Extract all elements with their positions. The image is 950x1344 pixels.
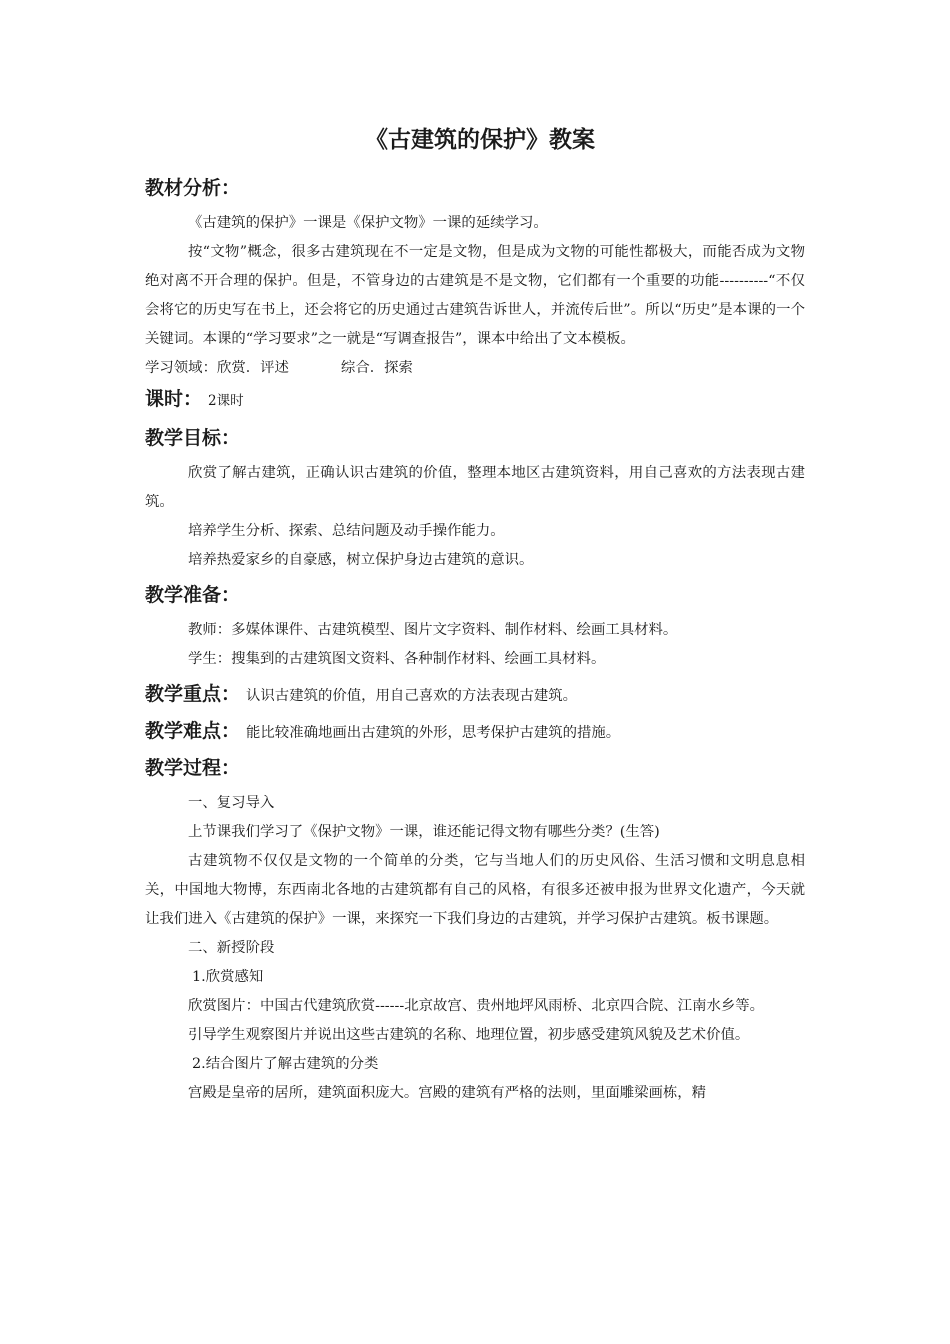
key-points-value: 认识古建筑的价值，用自己喜欢的方法表现古建筑。 bbox=[246, 688, 578, 704]
prep-item-teacher: 教师：多媒体课件、古建筑模型、图片文字资料、制作材料、绘画工具材料。 bbox=[188, 622, 678, 638]
process-heading: 教学过程： bbox=[145, 757, 241, 779]
learning-domain-row bbox=[145, 354, 805, 383]
learning-domain-label: 学习领域：欣赏．评述 bbox=[145, 360, 289, 376]
document-title: 《古建筑的保护》教案 bbox=[365, 127, 595, 153]
goal-item-3: 培养热爱家乡的自豪感，树立保护身边古建筑的意识。 bbox=[188, 552, 534, 568]
goals-heading: 教学目标： bbox=[145, 427, 241, 449]
process-sub-1-paragraph-1: 欣赏图片：中国古代建筑欣赏------北京故宫、贵州地坪风雨桥、北京四合院、江南水乡等。 bbox=[188, 998, 765, 1014]
hours-heading-row bbox=[145, 383, 805, 416]
process-sub-2-paragraph-1: 宫殿是皇帝的居所，建筑面积庞大。宫殿的建筑有严格的法则，里面雕梁画栋，精 bbox=[188, 1085, 707, 1101]
hours-value: 2课时 bbox=[208, 393, 244, 409]
process-step-1-title: 一、复习导入 bbox=[188, 795, 275, 811]
difficulty-row bbox=[145, 715, 805, 748]
goal-item-1: 欣赏了解古建筑，正确认识古建筑的价值，整理本地区古建筑资料，用自己喜欢的方法表现古建筑。 bbox=[145, 465, 805, 510]
analysis-paragraph-2: 按“文物”概念，很多古建筑现在不一定是文物，但是成为文物的可能性都极大，而能否成为文物绝对离不开合理的保护。但是，不管身边的古建筑是不是文物，它们都有一个重要的功能----------“不仅会将它的历史写在书上，还会将它的历史通过古建筑告诉世人，并流传后世”。所以“历史”是本课的一个关键词。本课的“学习要求”之一就是“写调查报告”，课本中给出了文本模板。 bbox=[145, 244, 805, 347]
process-sub-1-paragraph-2: 引导学生观察图片并说出这些古建筑的名称、地理位置，初步感受建筑风貌及艺术价值。 bbox=[188, 1027, 750, 1043]
document-page bbox=[145, 122, 805, 1108]
process-sub-2-title: 2.结合图片了解古建筑的分类 bbox=[192, 1056, 379, 1072]
goal-item-2: 培养学生分析、探索、总结问题及动手操作能力。 bbox=[188, 523, 505, 539]
learning-domain-value: 综合．探索 bbox=[340, 360, 413, 376]
key-points-heading: 教学重点： bbox=[145, 683, 241, 705]
prep-item-student: 学生：搜集到的古建筑图文资料、各种制作材料、绘画工具材料。 bbox=[188, 651, 606, 667]
difficulty-heading: 教学难点： bbox=[145, 720, 241, 742]
process-step-2-title: 二、新授阶段 bbox=[188, 940, 275, 956]
analysis-paragraph-1: 《古建筑的保护》一课是《保护文物》一课的延续学习。 bbox=[188, 215, 548, 231]
difficulty-value: 能比较准确地画出古建筑的外形，思考保护古建筑的措施。 bbox=[246, 725, 621, 741]
prep-heading: 教学准备： bbox=[145, 584, 241, 606]
process-sub-1-title: 1.欣赏感知 bbox=[192, 969, 264, 985]
analysis-heading: 教材分析： bbox=[145, 177, 241, 199]
key-points-row bbox=[145, 678, 805, 711]
process-step-1-paragraph-1: 上节课我们学习了《保护文物》一课，谁还能记得文物有哪些分类？(生答) bbox=[188, 824, 660, 840]
process-step-1-paragraph-2: 古建筑物不仅仅是文物的一个简单的分类，它与当地人们的历史风俗、生活习惯和文明息息相关，中国地大物博，东西南北各地的古建筑都有自己的风格，有很多还被申报为世界文化遗产，今天就让我们进入《古建筑的保护》一课，来探究一下我们身边的古建筑，并学习保护古建筑。板书课题。 bbox=[145, 853, 805, 927]
hours-heading: 课时： bbox=[145, 388, 203, 410]
